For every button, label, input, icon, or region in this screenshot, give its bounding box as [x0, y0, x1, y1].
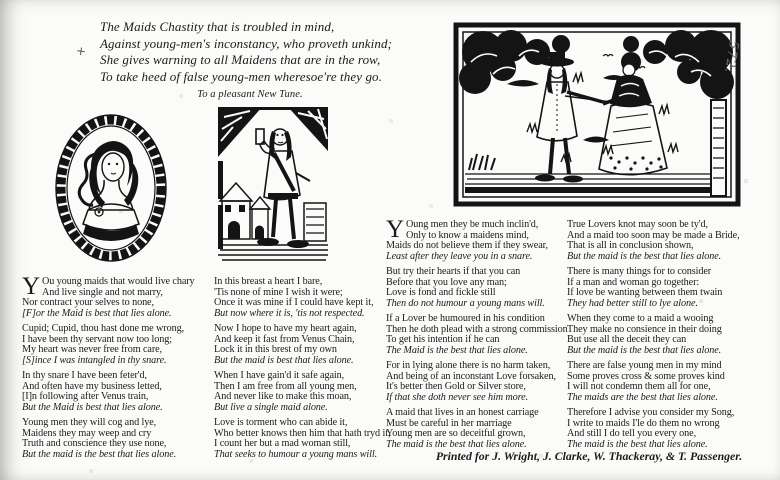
- stanza: [214, 418, 399, 460]
- verse-line: For in lying alone there is no harm taken,: [386, 360, 551, 371]
- verse-line: Maids do not believe them if they swear,: [386, 240, 548, 251]
- stanza: [386, 267, 576, 309]
- stanza: [22, 418, 212, 460]
- woodcut-oval-portrait: [52, 112, 170, 264]
- verse-line: And a maid too soon may be made a Bride,: [567, 229, 740, 241]
- stanza: [567, 314, 767, 356]
- verse-line: But the Maid is best that lies alone.: [22, 401, 163, 413]
- verse-line: And often have my business letted,: [22, 380, 162, 392]
- verse-line: And being of an inconstant Love forsaken,: [386, 370, 556, 382]
- verse-line: The maids are the best that lies alone.: [567, 391, 718, 403]
- verse-line: The maid is the best that lies alone.: [386, 438, 527, 450]
- woodcut-couple: [453, 22, 741, 207]
- drop-cap: Y: [22, 273, 40, 300]
- verse-line: 'Tis none of mine I wish it were;: [214, 286, 343, 298]
- verse-line: Once it was mine if I could have kept it,: [214, 297, 374, 308]
- title-line: Against young-men's inconstancy, who proveth unkind;: [100, 35, 393, 51]
- handwritten-catalog-number: 572.: [721, 39, 741, 75]
- stanza: [567, 220, 767, 262]
- verse-line: If that she doth never see him more.: [386, 391, 529, 403]
- verse-line: Love is fond and fickle still: [386, 287, 496, 298]
- stanza: [22, 273, 212, 319]
- tune-line: To a pleasant New Tune.: [197, 89, 303, 100]
- verse-line: That is all in conclusion shown,: [567, 240, 694, 251]
- verse-line: [F]or the Maid is best that lies alone.: [22, 307, 172, 319]
- verse-line: But the maid is best that lies alone.: [214, 354, 354, 366]
- verse-line: If love be wanting between them twain: [567, 287, 723, 298]
- verse-line: Who better knows then him that hath tryd it,: [214, 427, 391, 439]
- stanza: [386, 408, 576, 450]
- verse-line: Love is torment who can abide it,: [214, 417, 348, 428]
- verse-line: Cupid; Cupid, thou hast done me wrong,: [22, 323, 185, 334]
- verse-line: Least after they leave you in a snare.: [386, 250, 533, 262]
- verse-column-3: [386, 216, 576, 455]
- verse-line: Then do not humour a young mans will.: [386, 297, 545, 309]
- stanza: [22, 324, 212, 366]
- verse-line: Before that you love any man;: [386, 276, 507, 288]
- title-block: [100, 19, 445, 104]
- verse-line: [I]n following after Venus train,: [22, 391, 149, 402]
- verse-line: Lock it in this brest of my own: [214, 344, 337, 355]
- verse-line: Young men they will cog and lye,: [22, 417, 157, 428]
- drop-cap: Y: [386, 216, 404, 243]
- stanza: [386, 314, 576, 356]
- verse-line: A maid that lives in an honest carriage: [386, 407, 539, 418]
- verse-line: And still I do tell you every one,: [567, 428, 697, 439]
- verse-line: In this breast a heart I bare,: [214, 276, 323, 287]
- verse-line: Then he doth plead with a strong commission: [386, 323, 568, 335]
- stanza: [214, 371, 399, 413]
- stanza: [567, 361, 767, 403]
- verse-line: Nor contract your selves to none,: [22, 297, 154, 308]
- stanza: [22, 371, 212, 413]
- verse-line: The Maid is the best that lies alone.: [386, 344, 528, 356]
- verse-line: And keep it fast from Venus Chain,: [214, 333, 355, 345]
- stanza: [386, 216, 576, 262]
- verse-line: Only to know a maidens mind,: [405, 229, 529, 241]
- verse-line: I write to maids I'le do them no wrong: [567, 417, 720, 429]
- verse-line: And never like to make this moan,: [214, 391, 352, 402]
- verse-line: Truth and conscience they use none,: [22, 438, 167, 449]
- verse-line: [S]ince I was intangled in thy snare.: [22, 354, 167, 366]
- verse-line: When I have gain'd it safe again,: [214, 370, 345, 381]
- title-line: The Maids Chastity that is troubled in mind,: [100, 19, 335, 34]
- verse-line: The maid is the best that lies alone.: [567, 438, 708, 450]
- verse-line: True Lovers knot may soon be ty'd,: [567, 219, 708, 230]
- verse-line: In thy snare I have been feter'd,: [22, 370, 147, 381]
- stray-plus-mark: +: [75, 43, 87, 59]
- imprint-line: Printed for J. Wright, J. Clarke, W. Thackeray, & T. Passenger.: [435, 449, 743, 463]
- verse-line: But live a single maid alone.: [214, 401, 328, 413]
- verse-line: If a man and woman go together:: [567, 276, 700, 288]
- verse-line: And live single and not marry,: [41, 286, 163, 298]
- verse-line: When they come to a maid a wooing: [567, 313, 714, 324]
- verse-line: But the maid is the best that lies alone.: [567, 250, 722, 262]
- verse-line: If a Lover be humoured in his condition: [386, 313, 545, 324]
- verse-line: But the maid is the best that lies alone.: [567, 344, 722, 356]
- stanza: [567, 408, 767, 450]
- verse-column-4: [567, 220, 767, 455]
- scan-noise: [0, 0, 2, 2]
- verse-line: That seeks to humour a young mans will.: [214, 448, 378, 460]
- verse-line: It's better then Gold or Silver store,: [386, 381, 526, 392]
- stanza: [567, 267, 767, 309]
- verse-column-2: [214, 277, 399, 465]
- verse-line: Then I am free from all young men,: [214, 380, 357, 392]
- verse-line: Maidens they may weep and cry: [22, 427, 152, 439]
- verse-line: My heart was never free from care,: [22, 344, 162, 355]
- verse-line: They had better still to lye alone.: [567, 297, 698, 309]
- verse-line: Y Ou young maids that would live chary: [22, 273, 195, 300]
- verse-line: Y Oung men they be much inclin'd,: [386, 216, 539, 243]
- verse-line: But now where it is, 'tis not respected.: [214, 307, 365, 319]
- stanza: [214, 277, 399, 319]
- stanza: [386, 361, 576, 403]
- verse-line: There is many things for to consider: [567, 266, 712, 277]
- verse-line: There are false young men in my mind: [567, 360, 722, 371]
- verse-line: Young men are so deceitful grown,: [386, 428, 526, 439]
- woodcut-man-town: [216, 105, 330, 263]
- verse-line: I have been thy servant now too long;: [22, 333, 172, 345]
- verse-line: But try their hearts if that you can: [386, 266, 521, 277]
- verse-line: They make no consience in their doing: [567, 323, 722, 335]
- title-line: To take heed of false young-men wheresoe're they go.: [100, 68, 382, 84]
- verse-line: Now I hope to have my heart again,: [214, 323, 357, 334]
- verse-column-1: [22, 273, 212, 465]
- stanza: [214, 324, 399, 366]
- title-line: She gives warning to all Maidens that are in the row,: [100, 52, 381, 67]
- verse-line: I count her but a mad woman still,: [214, 438, 351, 449]
- verse-line: Some proves cross & some proves kind: [567, 370, 725, 382]
- verse-line: But the maid is the best that lies alone.: [22, 448, 177, 460]
- verse-line: Must be careful in her marriage: [386, 417, 512, 429]
- verse-line: To get his intention if he can: [386, 334, 500, 345]
- verse-line: I will not condemn them all for one,: [567, 381, 711, 392]
- verse-line: Therefore I advise you consider my Song,: [567, 407, 735, 418]
- verse-line: But use all the deceit they can: [567, 334, 687, 345]
